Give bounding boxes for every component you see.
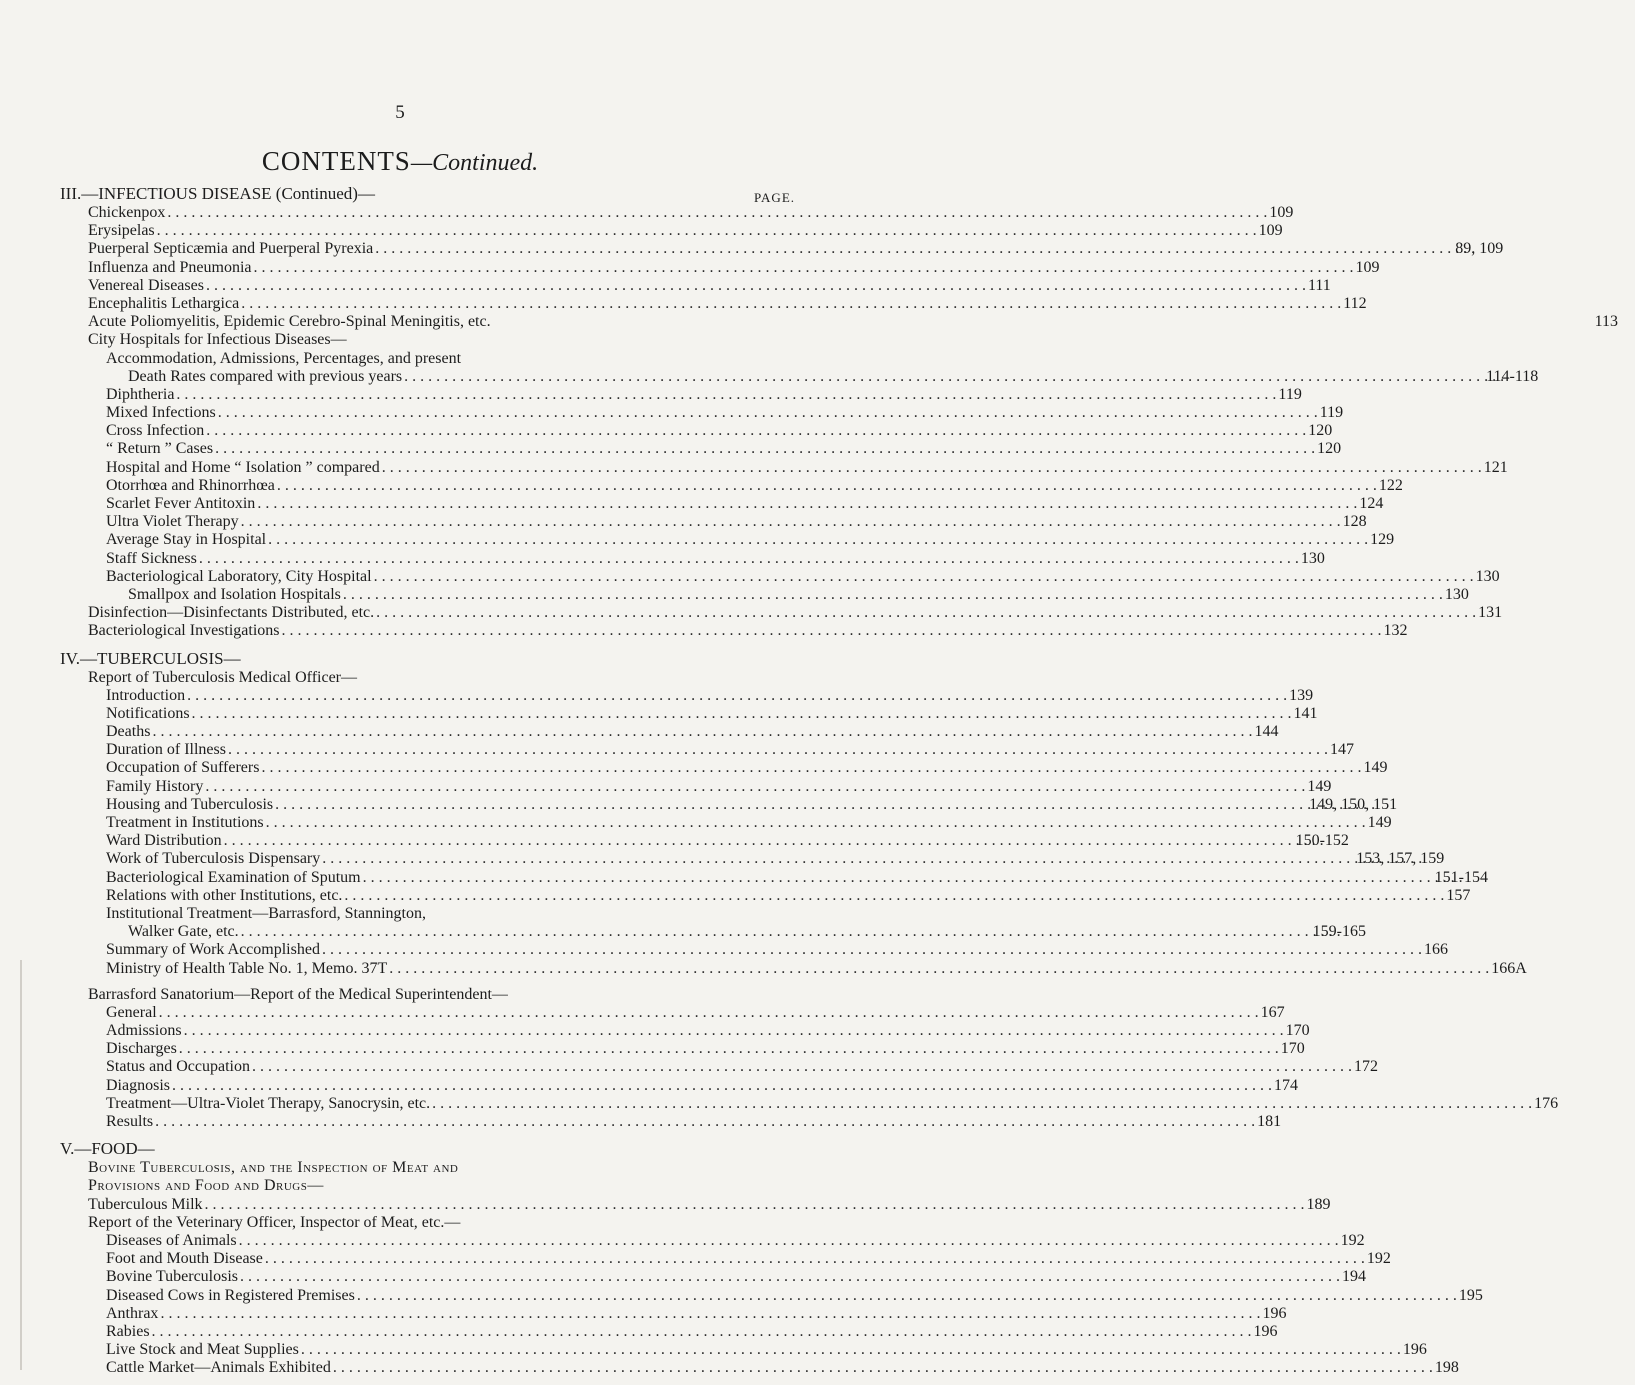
entry-label: Ward Distribution <box>106 832 222 850</box>
toc-subheading <box>0 986 800 1004</box>
entry-page: 120 <box>1317 440 1342 458</box>
entry-label: Ministry of Health Table No. 1, Memo. 37T <box>106 959 388 977</box>
entry-page: 181 <box>1257 1113 1282 1130</box>
entry-label: Discharges <box>106 1040 177 1058</box>
entry-label: Institutional Treatment—Barrasford, Stannington, <box>106 904 426 922</box>
entry-page: 192 <box>1366 1250 1391 1268</box>
entry-label: Bacteriological Laboratory, City Hospital <box>106 567 372 585</box>
entry-label: Cattle Market—Animals Exhibited <box>106 1359 331 1377</box>
toc-entry <box>0 1359 1459 1377</box>
toc-entry <box>0 959 1527 978</box>
entry-label: Results <box>106 1113 154 1130</box>
toc-entry <box>0 1076 1298 1095</box>
entry-label: Deaths <box>106 723 151 741</box>
entry-page: 192 <box>1340 1231 1365 1249</box>
toc-entry <box>0 240 1504 258</box>
entry-page: 128 <box>1342 513 1367 531</box>
entry-page: 139 <box>1289 686 1314 704</box>
entry-label: Puerperal Septicæmia and Puerperal Pyrexia <box>88 240 374 258</box>
toc-entry <box>0 1003 1285 1022</box>
toc-entry <box>0 1341 1427 1359</box>
entry-label: Housing and Tuberculosis <box>106 795 274 813</box>
toc-entry <box>0 222 1283 240</box>
entry-label: General <box>106 1003 157 1021</box>
toc-entry <box>0 704 1318 723</box>
toc-entry <box>0 923 1366 941</box>
entry-label: Tuberculous Milk <box>88 1195 203 1213</box>
entry-label: Occupation of Sufferers <box>106 759 260 777</box>
toc-entry <box>0 1304 1287 1323</box>
toc-entry <box>0 204 1294 222</box>
entry-page: 172 <box>1353 1058 1378 1076</box>
section-heading <box>0 1139 800 1159</box>
entry-label: Encephalitis Lethargica <box>88 294 240 312</box>
entry-label: Smallpox and Isolation Hospitals <box>128 585 341 603</box>
entry-page: 170 <box>1285 1022 1310 1040</box>
title-continued: —Continued. <box>410 150 539 176</box>
entry-label: Walker Gate, etc. <box>128 923 239 941</box>
entry-label: Admissions <box>106 1022 182 1040</box>
toc-entry <box>0 1058 1378 1076</box>
toc-entry <box>0 567 1500 586</box>
section-title: IV.—TUBERCULOSIS— <box>60 648 241 668</box>
entry-page: 130 <box>1475 567 1500 585</box>
entry-page: 131 <box>1478 604 1503 622</box>
entry-label: Influenza and Pneumonia <box>88 258 252 276</box>
entry-label: Diseases of Animals <box>106 1231 237 1249</box>
entry-page: 166A <box>1491 959 1527 977</box>
section-heading <box>0 184 800 204</box>
toc-entry <box>0 1231 1365 1250</box>
entry-page: 198 <box>1434 1359 1459 1377</box>
toc-entry <box>0 1322 1278 1341</box>
entry-label: Diseased Cows in Registered Premises <box>106 1286 355 1304</box>
entry-page: 121 <box>1483 458 1508 476</box>
entry-page: 129 <box>1370 531 1395 549</box>
toc-entry <box>0 1040 1305 1058</box>
entry-page: 130 <box>1300 549 1325 567</box>
page-number: 5 <box>395 102 405 123</box>
page-title <box>0 146 800 177</box>
entry-label: City Hospitals for Infectious Diseases— <box>88 331 347 349</box>
entry-page: 196 <box>1402 1341 1427 1359</box>
entry-page: 150-152 <box>1295 832 1349 850</box>
toc-entry <box>0 495 1384 513</box>
toc-entry <box>0 476 1403 495</box>
toc-entry <box>0 759 1388 777</box>
entry-label: Staff Sickness <box>106 549 197 567</box>
entry-label: Bacteriological Investigations <box>88 622 280 640</box>
toc-entry <box>0 440 1342 458</box>
toc-entry <box>0 777 1332 796</box>
toc-entry <box>0 313 1618 331</box>
toc-entry <box>0 868 1488 887</box>
entry-label: Otorrhœa and Rhinorrhœa <box>106 476 275 494</box>
entry-page: 113 <box>1594 313 1618 331</box>
entry-label: Notifications <box>106 704 190 722</box>
toc-entry <box>0 422 1333 440</box>
toc-entry <box>0 1022 1310 1040</box>
entry-label: Death Rates compared with previous years <box>128 367 403 385</box>
entry-label: “ Return ” Cases <box>106 440 214 458</box>
entry-page: 112 <box>1343 294 1367 312</box>
entry-page: 166 <box>1423 941 1448 959</box>
entry-label: Venereal Diseases <box>88 276 204 294</box>
entry-page: 114-118 <box>1486 367 1539 385</box>
entry-label: Foot and Mouth Disease <box>106 1250 263 1268</box>
entry-page: 132 <box>1383 622 1408 640</box>
toc-entry <box>0 814 1392 832</box>
page-edge-shadow <box>20 960 22 1370</box>
entry-label: Live Stock and Meat Supplies <box>106 1341 299 1359</box>
entry-label: Relations with other Institutions, etc. <box>106 886 343 904</box>
entry-label: Erysipelas <box>88 222 155 240</box>
toc-entry <box>0 1250 1391 1268</box>
toc-entry <box>0 1268 1367 1286</box>
entry-label: Introduction <box>106 686 186 704</box>
entry-label: Treatment in Institutions <box>106 814 264 831</box>
toc-entry <box>0 513 1367 531</box>
entry-page: 194 <box>1342 1268 1367 1286</box>
entry-label: Mixed Infections <box>106 404 216 422</box>
section-title: III.—INFECTIOUS DISEASE (Continued)— <box>60 184 375 203</box>
entry-page: 151-154 <box>1434 868 1488 886</box>
title-text: CONTENTS <box>261 146 411 176</box>
entry-label: Cross Infection <box>106 422 205 440</box>
entry-page: 109 <box>1355 258 1380 276</box>
toc-entry <box>0 531 1395 549</box>
toc-entry <box>0 604 1503 622</box>
entry-label: Treatment—Ultra-Violet Therapy, Sanocrysin, etc. <box>106 1094 431 1112</box>
entry-page: 109 <box>1269 204 1294 221</box>
entry-label: Accommodation, Admissions, Percentages, and present <box>106 349 462 367</box>
entry-page: 120 <box>1308 422 1333 440</box>
entry-label: Disinfection—Disinfectants Distributed, etc. <box>88 604 375 622</box>
entry-page: 195 <box>1458 1286 1483 1304</box>
entry-label: Bovine Tuberculosis, and the Inspection of Meat and <box>88 1159 459 1177</box>
entry-label: Bacteriological Examination of Sputum <box>106 868 361 886</box>
toc-entry <box>0 458 1508 477</box>
entry-page: 174 <box>1274 1076 1298 1094</box>
entry-page: 141 <box>1293 704 1318 722</box>
entry-label: Summary of Work Accomplished <box>106 941 320 959</box>
section-heading <box>0 649 800 669</box>
entry-label: Barrasford Sanatorium—Report of the Medical Superintendent— <box>88 985 508 1003</box>
toc-entry <box>0 686 1314 705</box>
entry-page: 153, 157, 159 <box>1356 850 1445 868</box>
toc-subheading <box>0 331 800 349</box>
toc-entry <box>0 404 1344 422</box>
entry-label: Provisions and Food and Drugs— <box>88 1177 324 1195</box>
toc-entry <box>0 741 1354 759</box>
entry-label: Work of Tuberculosis Dispensary <box>106 850 321 868</box>
entry-page: 144 <box>1254 723 1279 741</box>
toc-entry <box>0 294 1367 313</box>
toc-entry <box>0 385 1302 404</box>
page-column-label: PAGE. <box>754 190 796 205</box>
entry-page: 196 <box>1253 1322 1278 1340</box>
toc-entry <box>0 795 1398 814</box>
entry-page: 119 <box>1319 404 1344 422</box>
entry-page: 149, 150, 151 <box>1309 795 1398 813</box>
toc-entry <box>0 941 1448 959</box>
toc-entry <box>0 258 1380 277</box>
toc-subheading <box>0 669 800 687</box>
toc-subheading <box>0 350 800 368</box>
entry-label: Average Stay in Hospital <box>106 531 267 549</box>
entry-page: 109 <box>1258 222 1283 240</box>
entry-page: 157 <box>1446 886 1471 904</box>
entry-label: Duration of Illness <box>106 741 226 759</box>
entry-page: 89, 109 <box>1455 240 1504 258</box>
entry-page: 119 <box>1278 385 1302 403</box>
toc-entry <box>0 622 1408 640</box>
toc-subheading <box>0 1177 800 1195</box>
toc-subheading <box>0 1214 800 1232</box>
entry-label: Rabies <box>106 1322 150 1340</box>
entry-page: 170 <box>1280 1040 1305 1058</box>
entry-page: 124 <box>1359 495 1384 512</box>
entry-label: Status and Occupation <box>106 1058 250 1076</box>
toc-entry <box>0 276 1331 295</box>
toc-entry <box>0 1195 1331 1214</box>
toc-entry <box>0 832 1349 850</box>
section-title: V.—FOOD— <box>60 1139 155 1159</box>
toc-subheading <box>0 1159 800 1177</box>
entry-page: 122 <box>1378 476 1403 494</box>
entry-page: 149 <box>1307 777 1332 795</box>
toc-entry <box>0 585 1469 604</box>
toc-entry <box>0 886 1471 905</box>
toc-entry <box>0 1094 1559 1113</box>
entry-page: 159-165 <box>1312 923 1366 941</box>
toc-subheading <box>0 905 800 923</box>
entry-page: 189 <box>1306 1195 1331 1213</box>
entry-label: Acute Poliomyelitis, Epidemic Cerebro-Spinal Meningitis, etc. <box>88 313 491 331</box>
toc-entry <box>0 549 1325 568</box>
entry-label: Report of the Veterinary Officer, Inspector of Meat, etc.— <box>88 1213 461 1231</box>
entry-label: Hospital and Home “ Isolation ” compared <box>106 458 380 476</box>
entry-page: 111 <box>1307 276 1331 294</box>
entry-page: 196 <box>1262 1304 1287 1322</box>
entry-page: 147 <box>1329 741 1354 759</box>
entry-label: Anthrax <box>106 1304 159 1322</box>
entry-label: Diphtheria <box>106 385 175 403</box>
toc-entry <box>0 1113 1282 1131</box>
entry-label: Bovine Tuberculosis <box>106 1268 239 1286</box>
entry-page: 149 <box>1367 814 1392 831</box>
toc-entry <box>0 367 1539 386</box>
entry-page: 149 <box>1363 759 1388 777</box>
toc-entry <box>0 723 1279 741</box>
toc-entry <box>0 850 1445 868</box>
entry-page: 130 <box>1444 585 1469 603</box>
entry-label: Family History <box>106 777 204 795</box>
toc-entry <box>0 1286 1483 1305</box>
entry-page: 167 <box>1260 1003 1285 1021</box>
entry-page: 176 <box>1534 1094 1559 1112</box>
entry-label: Scarlet Fever Antitoxin <box>106 495 256 512</box>
entry-label: Ultra Violet Therapy <box>106 513 239 531</box>
entry-label: Chickenpox <box>88 204 166 221</box>
entry-label: Report of Tuberculosis Medical Officer— <box>88 668 357 686</box>
table-of-contents <box>0 184 1618 1377</box>
entry-label: Diagnosis <box>106 1076 170 1094</box>
